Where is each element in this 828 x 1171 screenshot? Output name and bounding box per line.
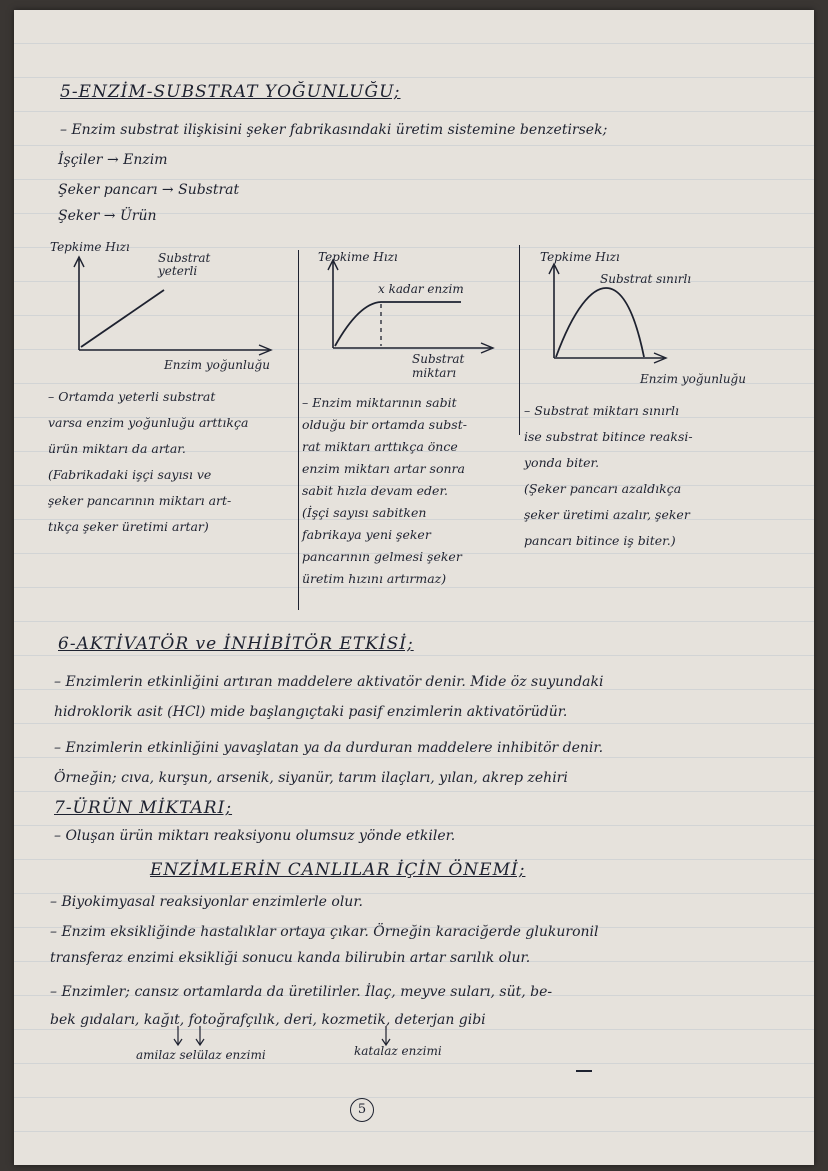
graph3-curve — [556, 288, 644, 357]
section8-line: bek gıdaları, kağıt, fotoğrafçılık, deri, kozmetik, deterjan gibi — [50, 1012, 486, 1028]
text-line: – Substrat miktarı sınırlı — [524, 403, 679, 418]
text-line: – Enzim miktarının sabit — [302, 395, 457, 410]
text-line: rat miktarı arttıkça önce — [302, 439, 458, 454]
graph1-curve — [81, 290, 164, 347]
stray-mark — [576, 1070, 592, 1072]
graph3-ylabel: Tepkime Hızı — [540, 250, 620, 264]
graph1-explanation — [48, 384, 248, 540]
text-line: (Şeker pancarı azaldıkça — [524, 481, 682, 496]
graph2-explanation — [302, 392, 467, 590]
graph2-svg — [319, 258, 499, 358]
text-line: yonda biter. — [524, 455, 600, 470]
section8-line: transferaz enzimi eksikliği sonucu kanda bilirubin artar sarılık olur. — [50, 950, 531, 966]
graph3-svg — [544, 258, 744, 368]
analogy-line: İşçiler → Enzim — [58, 152, 168, 168]
section8-line: – Enzimler; cansız ortamlarda da üretilirler. İlaç, meyve suları, süt, be- — [50, 984, 553, 1000]
text-line: (Fabrikadaki işçi sayısı ve — [48, 467, 212, 482]
section6-line: hidroklorik asit (HCl) mide başlangıçtaki pasif enzimlerin aktivatörüdür. — [54, 704, 568, 720]
text-line: şeker pancarının miktarı art- — [48, 493, 232, 508]
analogy-line: Şeker pancarı → Substrat — [58, 182, 240, 198]
column-divider — [298, 250, 299, 610]
analogy-line: Şeker → Ürün — [58, 208, 157, 224]
section6-line: – Enzimlerin etkinliğini artıran maddelere aktivatör denir. Mide öz suyundaki — [54, 674, 604, 690]
graph2-annotation: x kadar enzim — [378, 282, 464, 296]
text-line: tıkça şeker üretimi artar) — [48, 519, 209, 534]
graph2-xlabel: Substrat miktarı — [412, 352, 465, 380]
page-number: 5 — [350, 1098, 374, 1122]
graph1-annotation: Substrat yeterli — [158, 251, 211, 278]
column-divider — [519, 245, 520, 435]
footnote: amilaz selülaz enzimi — [136, 1048, 266, 1062]
text-line: enzim miktarı artar sonra — [302, 461, 465, 476]
text-line: sabit hızla devam eder. — [302, 483, 449, 498]
section6-line: Örneğin; cıva, kurşun, arsenik, siyanür, tarım ilaçları, yılan, akrep zehiri — [54, 770, 568, 786]
text-line: (İşçi sayısı sabitken — [302, 505, 427, 520]
text-line: pancarının gelmesi şeker — [302, 549, 462, 564]
text-line: – Ortamda yeterli substrat — [48, 389, 216, 404]
footnote: katalaz enzimi — [354, 1044, 442, 1058]
text-line: üretim hızını artırmaz) — [302, 571, 447, 586]
graph3-xlabel: Enzim yoğunluğu — [640, 372, 746, 386]
section6-title: 6-AKTİVATÖR ve İNHİBİTÖR ETKİSİ; — [58, 634, 414, 654]
graph1-xlabel: Enzim yoğunluğu — [164, 358, 270, 372]
graph3-explanation — [524, 398, 693, 554]
section8-line: – Biyokimyasal reaksiyonlar enzimlerle olur. — [50, 894, 363, 910]
section7-line: – Oluşan ürün miktarı reaksiyonu olumsuz yönde etkiler. — [54, 828, 456, 844]
text-line: ürün miktarı da artar. — [48, 441, 186, 456]
graph1-ylabel: Tepkime Hızı — [50, 240, 130, 254]
text-line: pancarı bitince iş biter.) — [524, 533, 676, 548]
graph2-curve — [335, 302, 461, 346]
section8-title: ENZİMLERİN CANLILAR İÇİN ÖNEMİ; — [150, 860, 526, 880]
text-line: varsa enzim yoğunluğu arttıkça — [48, 415, 249, 430]
notebook-page — [14, 10, 814, 1165]
graph3-annotation: Substrat sınırlı — [600, 272, 692, 286]
text-line: şeker üretimi azalır, şeker — [524, 507, 690, 522]
text-line: ise substrat bitince reaksi- — [524, 429, 693, 444]
text-line: olduğu bir ortamda subst- — [302, 417, 467, 432]
section7-title: 7-ÜRÜN MİKTARI; — [54, 798, 233, 818]
text-line: fabrikaya yeni şeker — [302, 527, 431, 542]
section5-intro: – Enzim substrat ilişkisini şeker fabrikasındaki üretim sistemine benzetirsek; — [60, 122, 608, 138]
graph2-ylabel: Tepkime Hızı — [318, 250, 398, 264]
section6-line: – Enzimlerin etkinliğini yavaşlatan ya da durduran maddelere inhibitör denir. — [54, 740, 604, 756]
graph1-svg — [69, 255, 289, 365]
section5-title: 5-ENZİM-SUBSTRAT YOĞUNLUĞU; — [60, 82, 401, 102]
section8-line: – Enzim eksikliğinde hastalıklar ortaya çıkar. Örneğin karaciğerde glukuronil — [50, 924, 599, 940]
